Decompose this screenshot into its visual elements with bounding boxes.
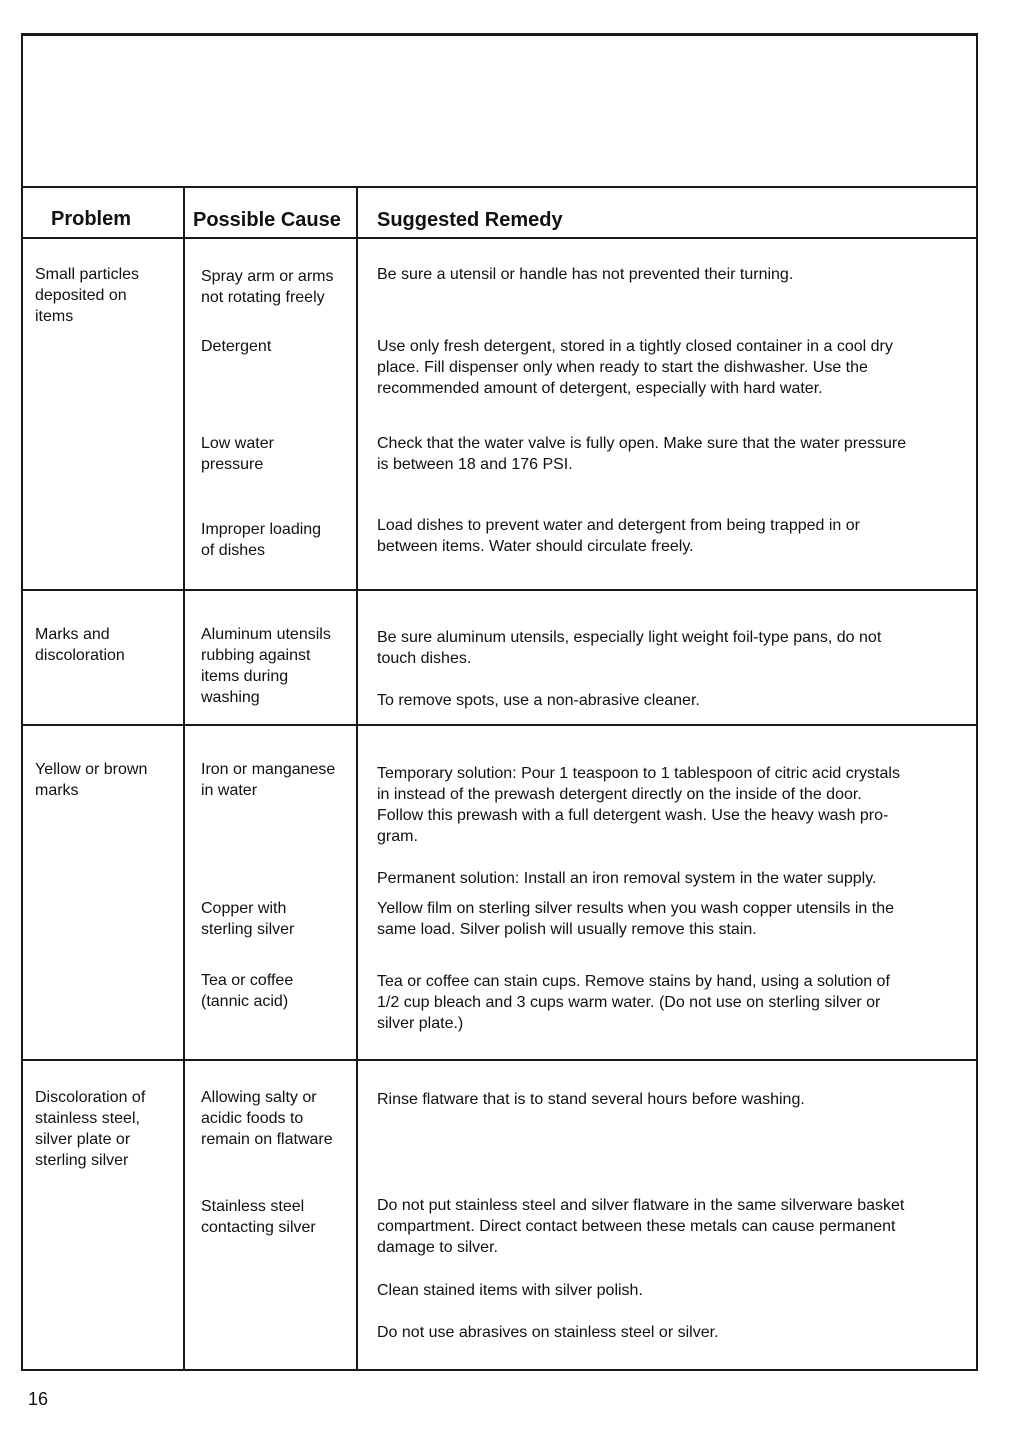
remedy-text: Do not use abrasives on stainless steel or silver. <box>377 1324 719 1341</box>
cause-text: Tea or coffee (tannic acid) <box>201 972 294 1010</box>
remedy-text: Load dishes to prevent water and detergent from being trapped in or between items. Water should circulate freely. <box>377 517 860 555</box>
remedy-text: Clean stained items with silver polish. <box>377 1282 643 1299</box>
header-suggested-remedy: Suggested Remedy <box>377 209 563 231</box>
cause-text: Iron or manganese in water <box>201 761 336 799</box>
header-possible-cause: Possible Cause <box>193 209 341 231</box>
problem-text: Marks and discoloration <box>35 626 125 664</box>
header-problem: Problem <box>51 208 132 230</box>
header-bottom-rule <box>21 237 976 239</box>
problem-text: Small particles deposited on items <box>35 266 140 325</box>
remedy-text: Permanent solution: Install an iron removal system in the water supply. <box>377 870 877 887</box>
column-divider <box>356 186 358 1371</box>
remedy-text: To remove spots, use a non-abrasive cleaner. <box>377 692 700 709</box>
remedy-text: Be sure a utensil or handle has not prevented their turning. <box>377 266 794 283</box>
problem-text: Yellow or brown marks <box>35 761 148 799</box>
section-divider <box>21 589 978 591</box>
remedy-text: Temporary solution: Pour 1 teaspoon to 1 tablespoon of citric acid crystals in instead of the prewash detergent directly on the inside of the door. Follow this prewash with a full detergent wash. Use the heavy wash pro- gram. <box>377 765 900 845</box>
cause-text: Aluminum utensils rubbing against items during washing <box>201 626 331 706</box>
cause-text: Stainless steel contacting silver <box>201 1198 316 1236</box>
remedy-text: Do not put stainless steel and silver flatware in the same silverware basket compartment. Direct contact between these metals can cause permanent damage to silver. <box>377 1197 905 1256</box>
cause-text: Improper loading of dishes <box>201 521 322 559</box>
cause-text: Spray arm or arms not rotating freely <box>201 268 334 306</box>
remedy-text: Use only fresh detergent, stored in a tightly closed container in a cool dry place. Fill dispenser only when ready to start the dishwasher. Use the recommended amount of detergent, especially with hard water. <box>377 338 893 397</box>
problem-text: Discoloration of stainless steel, silver plate or sterling silver <box>35 1089 146 1169</box>
remedy-text: Rinse flatware that is to stand several hours before washing. <box>377 1091 805 1108</box>
remedy-text: Tea or coffee can stain cups. Remove stains by hand, using a solution of 1/2 cup bleach and 3 cups warm water. (Do not use on sterling silver or silver plate.) <box>377 973 890 1032</box>
cause-text: Detergent <box>201 338 272 355</box>
header-top-rule <box>21 186 976 188</box>
cause-text: Low water pressure <box>201 435 274 473</box>
page-number: 16 <box>28 1389 49 1409</box>
section-divider <box>21 724 978 726</box>
cause-text: Copper with sterling silver <box>201 900 295 938</box>
section-divider <box>21 1059 978 1061</box>
remedy-text: Check that the water valve is fully open. Make sure that the water pressure is between 18 and 176 PSI. <box>377 435 907 473</box>
remedy-text: Be sure aluminum utensils, especially light weight foil-type pans, do not touch dishes. <box>377 629 882 667</box>
remedy-text: Yellow film on sterling silver results when you wash copper utensils in the same load. Silver polish will usually remove this stain. <box>377 900 894 938</box>
column-divider <box>183 186 185 1371</box>
cause-text: Allowing salty or acidic foods to remain on flatware <box>201 1089 333 1148</box>
